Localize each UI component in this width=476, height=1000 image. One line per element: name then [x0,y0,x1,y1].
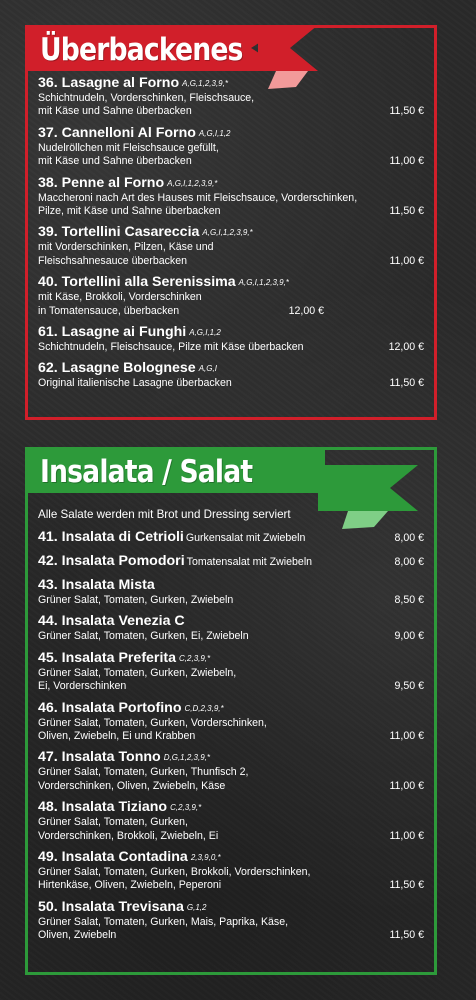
menu-item-name: 46. Insalata Portofino [38,699,182,716]
menu-item-price: 11,50 € [389,205,424,218]
section-title: Überbackenes [40,32,243,68]
menu-item [38,553,424,571]
section-salat [25,447,437,975]
menu-item-price: 12,00 € [388,341,424,354]
menu-item-description: Vorderschinken, Brokkoli, Zwiebeln, Ei [38,829,219,842]
allergen-codes: 2,3,9,0,* [190,853,221,863]
menu-item-name: 50. Insalata Trevisana [38,898,184,915]
menu-item-title-line [38,75,424,92]
menu-item-name: 43. Insalata Mista [38,577,155,593]
menu-item-name: 36. Lasagne al Forno [38,75,180,91]
menu-item-description: Grüner Salat, Tomaten, Gurken, Ei, Zwiebeln [38,630,249,643]
allergen-codes: A,G,I,1,2,3,9,* [202,228,253,238]
allergen-codes: A,G,I,1,2,3,9,* [167,178,218,188]
menu-item [38,650,424,694]
item-list [38,508,424,949]
allergen-codes: D,G,1,2,3,9,* [163,753,210,763]
menu-item-name: 39. Tortellini Casareccia [38,224,200,241]
menu-item [38,799,424,843]
allergen-codes: G,1,2 [186,902,207,912]
menu-item-description: in Tomatensauce, überbacken [38,304,180,317]
allergen-codes: A,G,I,1,2,3,9,* [238,278,289,288]
menu-item-description: Ei, Vorderschinken [38,680,127,693]
menu-item-title-line [38,899,424,916]
menu-item-title-line [38,224,424,241]
menu-item-description: Oliven, Zwiebeln [38,929,117,942]
menu-item-name: 37. Cannelloni Al Forno [38,124,196,141]
menu-item [38,613,424,643]
menu-item-name: 48. Insalata Tiziano [38,799,168,816]
menu-item-title-line [38,799,424,816]
menu-item-title-line [38,529,424,547]
menu-item [38,274,424,318]
menu-item-description: Grüner Salat, Tomaten, Gurken, Zwiebeln [38,594,234,606]
menu-item [38,125,424,169]
menu-item-price: 11,00 € [389,155,424,168]
menu-item-description: Hirtenkäse, Oliven, Zwiebeln, Peperoni [38,879,222,892]
menu-item-description: Grüner Salat, Tomaten, Gurken, Mais, Paprika, Käse, [38,915,289,928]
menu-item-name: 45. Insalata Preferita [38,649,177,666]
menu-item-description: Grüner Salat, Tomaten, Gurken, Zwiebeln, [38,666,237,679]
menu-item-price: 11,50 € [389,377,424,390]
menu-item-name: 62. Lasagne Bolognese [38,360,196,377]
allergen-codes: A,G,I,1,2 [189,328,221,338]
menu-item-title-line [38,613,424,630]
menu-item-description: Nudelröllchen mit Fleischsauce gefüllt, [38,141,219,154]
menu-item-name: 41. Insalata di Cetrioli [38,529,184,545]
menu-item [38,324,424,354]
menu-item-title-line [38,700,424,717]
menu-item-price: 11,00 € [389,730,424,743]
menu-item-description: Vorderschinken, Oliven, Zwiebeln, Käse [38,779,226,792]
menu-item [38,224,424,268]
menu-item-title-line [38,749,424,766]
menu-item-description: Pilze, mit Käse und Sahne überbacken [38,205,221,218]
menu-item-price: 9,00 € [394,630,424,643]
allergen-codes: C,2,3,9,* [179,653,211,663]
allergen-codes: C,D,2,3,9,* [184,703,224,713]
menu-item-title-line [38,125,424,142]
menu-item-title-line [38,650,424,667]
menu-item [38,899,424,943]
menu-item [38,360,424,390]
menu-item-description: Tomatensalat mit Zwiebeln [186,556,313,568]
menu-item-description: Fleischsahnesauce überbacken [38,254,187,267]
item-list [38,75,424,397]
menu-item-price: 11,00 € [389,254,424,267]
menu-item-description: Gurkensalat mit Zwiebeln [185,532,306,544]
allergen-codes: A,G,I [198,364,217,374]
menu-item-price: 11,00 € [389,779,424,792]
menu-item-title-line [38,274,424,291]
menu-item-name: 38. Penne al Forno [38,174,165,191]
menu-item-price: 11,50 € [389,929,424,942]
menu-item-description: mit Käse und Sahne überbacken [38,155,192,168]
menu-item-title-line [38,324,424,341]
menu-item-name: 40. Tortellini alla Serenissima [38,274,236,291]
menu-item [38,849,424,893]
menu-item-name: 61. Lasagne ai Funghi [38,324,187,341]
menu-item-description: Schichtnudeln, Vorderschinken, Fleischsauce, [38,92,255,104]
menu-item-price: 8,00 € [394,556,424,568]
menu-item-description: Grüner Salat, Tomaten, Gurken, Vorderschinken, [38,716,267,729]
menu-item-title-line [38,360,424,377]
allergen-codes: C,2,3,9,* [170,803,202,813]
menu-item [38,75,424,119]
menu-item-description: Grüner Salat, Tomaten, Gurken, Thunfisch 2, [38,766,249,779]
menu-item-name: 47. Insalata Tonno [38,749,161,766]
menu-item [38,529,424,547]
section-intro: Alle Salate werden mit Brot und Dressing serviert [38,508,291,521]
menu-item-price: 8,50 € [394,594,424,606]
menu-item-description: Original italienische Lasagne überbacken [38,377,232,390]
menu-item-description: Grüner Salat, Tomaten, Gurken, Brokkoli, Vorderschinken, [38,866,311,879]
menu-item [38,700,424,744]
menu-item-title-line [38,577,424,594]
section-ueberbackenes [25,25,437,420]
menu-item-name: 49. Insalata Contadina [38,849,188,866]
menu-item-price: 11,00 € [389,829,424,842]
menu-item-title-line [38,849,424,866]
menu-item-description: mit Käse, Brokkoli, Vorderschinken [38,291,202,304]
menu-item-price: 11,50 € [389,105,424,118]
menu-item-price: 9,50 € [394,680,424,693]
menu-item [38,577,424,607]
menu-item-description: Oliven, Zwiebeln, Ei und Krabben [38,730,196,743]
menu-item-description: Grüner Salat, Tomaten, Gurken, [38,816,188,829]
menu-item-description: Maccheroni nach Art des Hauses mit Fleischsauce, Vorderschinken, [38,191,358,204]
menu-item-description: mit Käse und Sahne überbacken [38,105,192,118]
menu-item-price: 8,00 € [394,532,424,544]
menu-item [38,175,424,219]
menu-item-title-line [38,553,424,571]
allergen-codes: A,G,I,1,2 [198,128,231,138]
menu-item-title-line [38,175,424,192]
menu-item-description: mit Vorderschinken, Pilzen, Käse und [38,241,214,254]
menu-item-price: 12,00 € [288,304,324,317]
menu-item-description: Schichtnudeln, Fleischsauce, Pilze mit Käse überbacken [38,341,304,354]
section-title: Insalata / Salat [40,454,253,490]
menu-item [38,749,424,793]
menu-item-name: 44. Insalata Venezia C [38,613,185,630]
allergen-codes: A,G,1,2,3,9,* [182,79,228,88]
menu-item-price: 11,50 € [389,879,424,892]
menu-item-name: 42. Insalata Pomodori [38,553,185,569]
